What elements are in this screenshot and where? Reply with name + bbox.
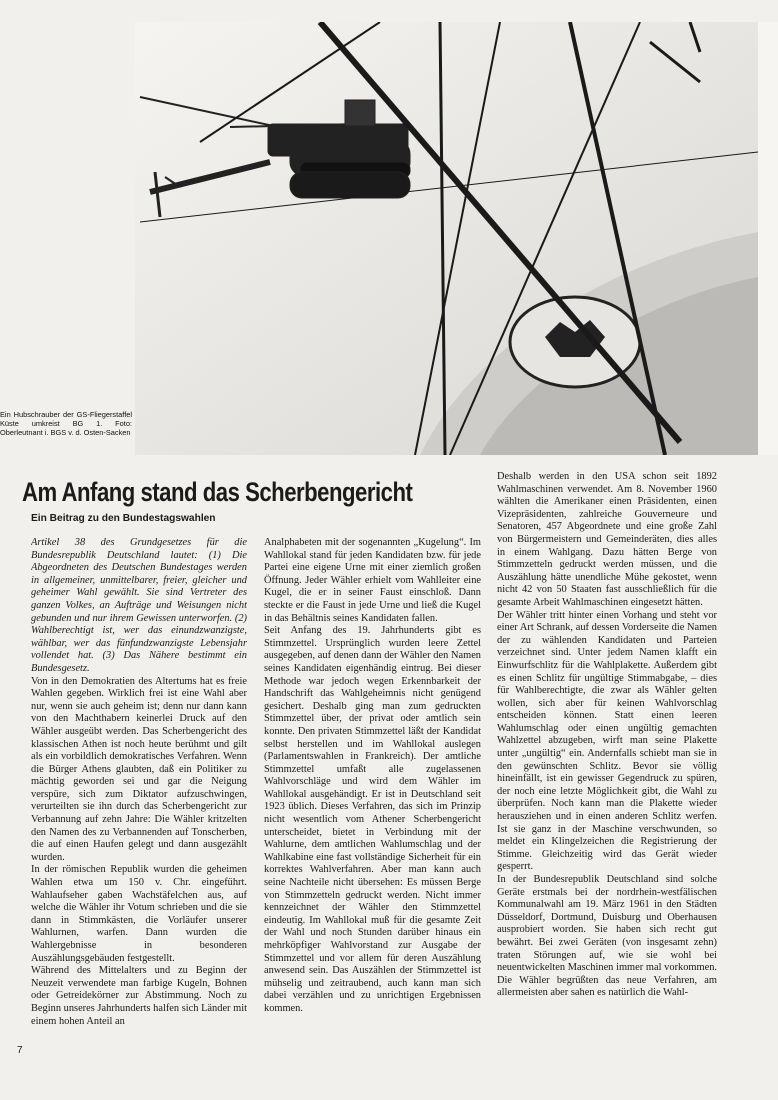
article-headline: Am Anfang stand das Scherbengericht <box>22 477 413 507</box>
paragraph: Seit Anfang des 19. Jahrhunderts gibt es Stimmzettel. Ursprünglich wurden leere Zettel ausgegeben, auf denen dann der Wähler den Namen seines Kandidaten eigenhändig eintrug. Bei dieser Methode war jedoch wegen Erkennbarkeit der Handschrift das Wahlgeheimnis nicht genügend gesichert. Deshalb ging man zum gedruckten Stimmzettel über, der privat oder amtlich sein konnte. Den privaten Stimmzettel läßt der Kandidat selbst herstellen und im Wahllokal auslegen (Parlamentswahlen in Frankreich). Der amtliche Stimmzettel umfaßt alle zugelassenen Wahlvorschläge und wird dem Wähler im Wahllokal ausgehändigt. Er ist in Deutschland seit 1923 üblich. Dieses Verfahren, das sich im Prinzip nicht wesentlich vom Athener Scherbengericht unterscheidet, bietet in Verbindung mit der Wahlurne, dem amtlichen Wahlumschlag und der Wahlkabine eine fast vollständige Sicherheit für ein korrektes Wahlverfahren. Aber man kann auch seine Nachteile nicht übersehen: Es müssen Berge von Stimmzetteln gedruckt werden. Nicht immer kennzeichnet der Wähler den Stimmzettel eindeutig. Im Wahllokal muß für die gesamte Zeit der Wahl und noch Stunden darüber hinaus ein mehrköpfiger Wahlvorstand zur Ausgabe der Stimmzettel und vor allem für deren Auszählung anwesend sein. Das Auszählen der Stimmzettel ist mühselig und zeitraubend, auch kann man sich dabei verzählen und zu unrichtigen Ergebnissen kommen. <box>264 625 481 1014</box>
paragraph: Der Wähler tritt hinter einen Vorhang und steht vor einer Art Schrank, auf dessen Vorderseite die Namen der zu wählenden Kandidaten und Parteien verzeichnet sind. Unter jedem Namen klafft ein Einwurfschlitz für die Wahlplakette. Außerdem gibt es einen Schlitz für ungültige Stimmabgabe, – dies für Wahlberechtigte, die zwar als Wähler gelten wollen, sich aber für keinen Wahlvorschlag entscheiden können. Statt einen leeren Wahlumschlag oder einen ungültig gemachten Wahlzettel abzugeben, wirft man seine Plakette unter „ungültig“ ein. Andernfalls schiebt man sie in den gewünschten Schlitz. Bevor sie völlig hineinfällt, ist ein gewisser Gegendruck zu spüren, der noch eine letzte Möglichkeit gibt, die Wahl zu überprüfen. Noch kann man die Plakette wieder herausziehen und in einen anderen Schlitz werfen. Ist sie ganz in der Maschine verschwunden, so meldet ein Klingelzeichen die Registrierung der Stimme. Gleichzeitig wird das Gerät wieder gesperrt. <box>497 609 717 873</box>
photo-illustration <box>0 22 778 455</box>
paragraph: Während des Mittelalters und zu Beginn der Neuzeit verwendete man farbige Kugeln, Bohnen oder Getreidekörner zur Abstimmung. Noch zu Beginn unseres Jahrhunderts halfen sich Länder mit einem hohen Anteil an <box>31 965 247 1027</box>
grundgesetz-quote: Artikel 38 des Grundgesetzes für die Bundesrepublik Deutschland lautet: (1) Die Abgeordneten des Deutschen Bundestages werden in allgemeiner, unmittelbarer, freier, gleicher und geheimer Wahl gewählt. Sie sind Vertreter des ganzen Volkes, an Aufträge und Weisungen nicht gebunden und nur ihrem Gewissen unterworfen. (2) Wahlberechtigt ist, wer das einundzwanzigste, wählbar, wer das fünfundzwanzigste Lebensjahr vollendet hat. (3) Das Nähere bestimmt ein Bundesgesetz. <box>31 537 247 674</box>
column-2 <box>264 537 481 1057</box>
paragraph: Analphabeten mit der sogenannten „Kugelung“. Im Wahllokal stand für jeden Kandidaten bzw. für jede Partei eine eigene Urne mit einer ziemlich großen Öffnung. Jeder Wähler erhielt vom Wahlleiter eine Kugel, die er in seiner Faust einschloß. Dann steckte er die Faust in jede Urne und ließ die Kugel in das Behältnis seines Kandidaten fallen. <box>264 537 481 624</box>
column-3 <box>497 471 717 1057</box>
column-1 <box>31 537 247 1057</box>
paragraph: In der römischen Republik wurden die geheimen Wahlen etwa um 150 v. Chr. eingeführt. Wahlaufseher gaben Wachstäfelchen aus, auf welche die Wähler ihr Votum schrieben und die sie dann in Stimmkästen, die Vorläufer unserer Wahlurnen, warfen. Dann wurden die Wahlergebnisse in besonderen Auszählungsgebäuden festgestellt. <box>31 864 247 964</box>
paragraph: In der Bundesrepublik Deutschland sind solche Geräte erstmals bei der nordrhein-westfälischen Kommunalwahl am 19. März 1961 in den Städten Düsseldorf, Dortmund, Duisburg und Oberhausen ausprobiert worden. Sie haben sich recht gut bewährt. Bei zwei Geräten (von insgesamt zehn) traten Störungen auf, wie sie wohl bei neuentwickelten Maschinen immer mal vorkommen. Die Wähler begrüßten das neue Verfahren, am allermeisten aber sahen es natürlich die Wahl- <box>497 874 717 999</box>
helicopter-photo <box>0 22 778 455</box>
page-number: 7 <box>17 1045 23 1056</box>
paragraph: Deshalb werden in den USA schon seit 1892 Wahlmaschinen verwendet. Am 8. November 1960 wählten die Amerikaner einen Präsidenten, einen Vizepräsidenten, zahlreiche Gouverneure und Senatoren, 457 Abgeordnete und eine große Zahl von Bürgermeistern und Gemeinderäten, dies alles in einem Wahlgang. Dazu hätten Berge von Stimmzetteln gedruckt werden müssen, und die Auszählung hätte unendliche Mühe gekostet, wenn nicht 42 von 50 Staaten fast ausschließlich für die gesamte Arbeit Wahlmaschinen eingesetzt hätten. <box>497 471 717 608</box>
photo-caption: Ein Hubschrauber der GS-Fliegerstaffel Küste umkreist BG 1. Foto: Oberleutnant i. BGS v. d. Osten-Sacken <box>0 410 132 437</box>
article-subheadline: Ein Beitrag zu den Bundestagswahlen <box>31 513 216 524</box>
paragraph: Von in den Demokratien des Altertums hat es freie Wahlen gegeben. Wirklich frei ist eine Wahl aber nur, wenn sie auch geheim ist; denn nur dann kann von den Machthabern keinerlei Druck auf den Wähler ausgeübt werden. Das Scherbengericht des klassischen Athen ist noch heute berühmt und gilt als ein vorbildlich demokratisches Verfahren. Wenn die Bürger Athens glaubten, daß ein Politiker zu mächtig geworden sei und gar die Neigung verspüre, sich zum Diktator aufzuschwingen, verurteilten sie ihn durch das Scherbengericht zur Verbannung auf zehn Jahre: Die Wähler kritzelten den Namen des zu Verbannenden auf Tonscherben, die auf einen Haufen gelegt und dann ausgezählt wurden. <box>31 675 247 863</box>
